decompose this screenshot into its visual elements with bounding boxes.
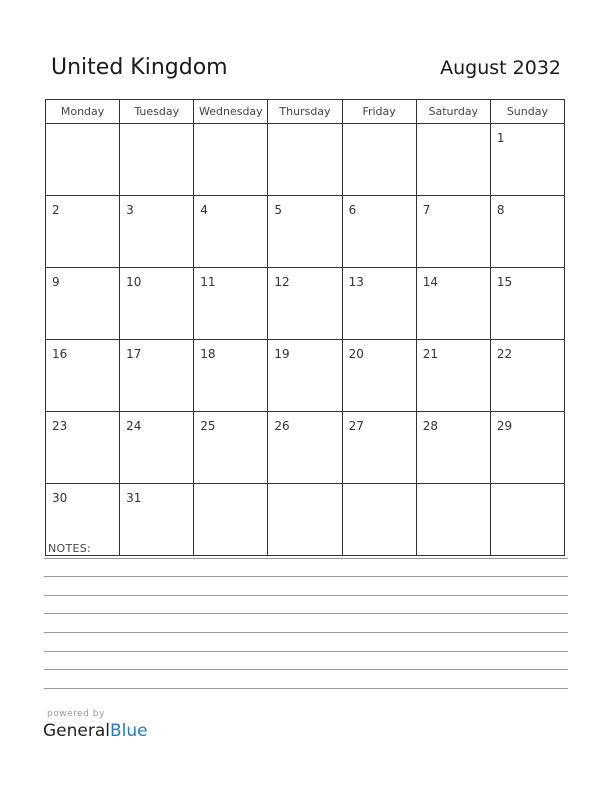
day-cell: 25 — [194, 412, 268, 484]
day-cell: 19 — [268, 340, 342, 412]
day-cell: 26 — [268, 412, 342, 484]
day-cell: 1 — [490, 124, 564, 196]
day-cell: 29 — [490, 412, 564, 484]
day-cell — [46, 124, 120, 196]
week-row-3 — [46, 268, 565, 340]
notes-line — [44, 632, 568, 633]
day-cell: 30 — [46, 484, 120, 556]
weekday-tuesday: Tuesday — [120, 100, 194, 124]
day-cell: 5 — [268, 196, 342, 268]
weekday-sunday: Sunday — [490, 100, 564, 124]
day-cell: 14 — [416, 268, 490, 340]
day-cell — [342, 484, 416, 556]
day-cell: 17 — [120, 340, 194, 412]
day-cell: 21 — [416, 340, 490, 412]
day-cell: 22 — [490, 340, 564, 412]
day-cell: 9 — [46, 268, 120, 340]
day-cell: 31 — [120, 484, 194, 556]
generalblue-logo[interactable] — [43, 721, 148, 741]
notes-line — [44, 558, 568, 559]
day-cell — [194, 124, 268, 196]
day-cell: 20 — [342, 340, 416, 412]
day-cell: 18 — [194, 340, 268, 412]
day-cell — [416, 124, 490, 196]
day-cell: 28 — [416, 412, 490, 484]
day-cell: 2 — [46, 196, 120, 268]
day-cell: 8 — [490, 196, 564, 268]
day-cell: 7 — [416, 196, 490, 268]
day-cell: 3 — [120, 196, 194, 268]
month-title: August 2032 — [440, 57, 561, 79]
weekday-wednesday: Wednesday — [194, 100, 268, 124]
powered-by-text: powered by — [47, 709, 105, 719]
day-cell: 16 — [46, 340, 120, 412]
day-cell: 4 — [194, 196, 268, 268]
calendar-grid — [45, 99, 565, 556]
day-cell — [416, 484, 490, 556]
day-cell: 27 — [342, 412, 416, 484]
week-row-2 — [46, 196, 565, 268]
week-row-1 — [46, 124, 565, 196]
day-cell: 13 — [342, 268, 416, 340]
day-cell: 11 — [194, 268, 268, 340]
day-cell — [342, 124, 416, 196]
day-cell: 10 — [120, 268, 194, 340]
notes-line — [44, 651, 568, 652]
notes-line — [44, 576, 568, 577]
logo-general: General — [43, 721, 110, 741]
week-row-4 — [46, 340, 565, 412]
weekday-friday: Friday — [342, 100, 416, 124]
week-row-5 — [46, 412, 565, 484]
notes-label: NOTES: — [48, 542, 92, 555]
notes-line — [44, 669, 568, 670]
day-cell — [490, 484, 564, 556]
day-cell — [268, 124, 342, 196]
day-cell — [194, 484, 268, 556]
week-row-6 — [46, 484, 565, 556]
weekday-header-row — [46, 100, 565, 124]
logo-blue: Blue — [110, 721, 148, 741]
day-cell: 23 — [46, 412, 120, 484]
notes-line — [44, 613, 568, 614]
day-cell: 15 — [490, 268, 564, 340]
weekday-monday: Monday — [46, 100, 120, 124]
day-cell — [120, 124, 194, 196]
weekday-saturday: Saturday — [416, 100, 490, 124]
notes-line — [44, 688, 568, 689]
country-title: United Kingdom — [51, 55, 228, 80]
day-cell: 12 — [268, 268, 342, 340]
notes-line — [44, 595, 568, 596]
day-cell — [268, 484, 342, 556]
day-cell: 24 — [120, 412, 194, 484]
day-cell: 6 — [342, 196, 416, 268]
weekday-thursday: Thursday — [268, 100, 342, 124]
